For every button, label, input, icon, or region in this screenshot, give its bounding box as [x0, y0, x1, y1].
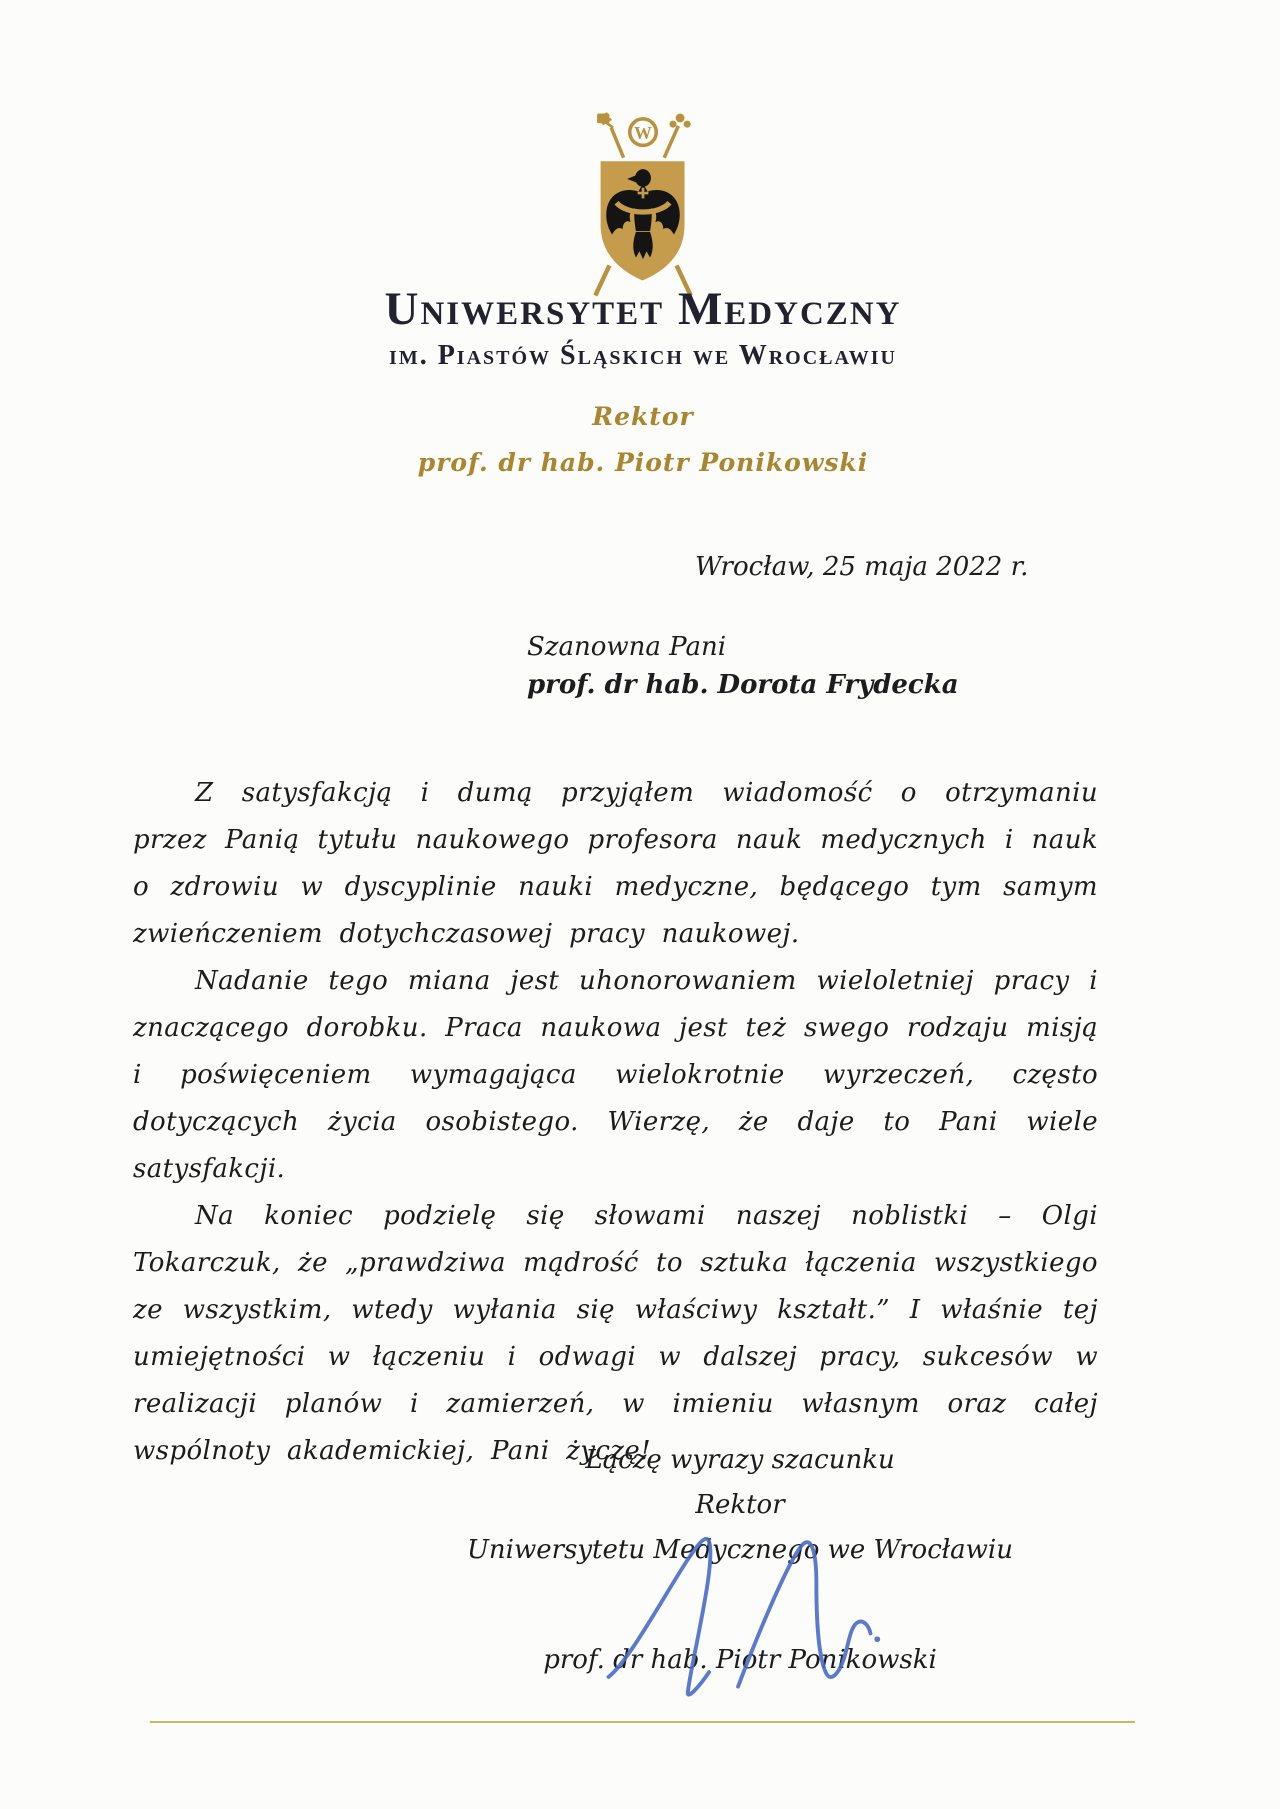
recipient-salutation: Szanowna Pani — [527, 632, 727, 662]
crest-monogram: W — [634, 123, 652, 144]
valediction: Łączę wyrazy szacunku — [585, 1445, 895, 1475]
letter-body — [133, 770, 1098, 1475]
signer-name: prof. dr hab. Piotr Ponikowski — [543, 1645, 937, 1675]
body-paragraph-2: Nadanie tego miana jest uhonorowaniem wieloletniej pracy i znaczącego dorobku. Praca naukowa jest też swego rodzaju misją i poświęceniem wymagająca wielokrotnie wyrzeczeń, często dotyczących życia osobistego. Wierzę, że daje to Pani wiele satysfakcji. — [133, 966, 1098, 1184]
handwritten-signature — [595, 1528, 885, 1706]
university-subtitle: im. Piastów Śląskich we Wrocławiu — [389, 340, 897, 371]
recipient-block — [527, 628, 959, 704]
university-name: Uniwersytet Medyczny — [384, 283, 902, 335]
body-paragraph-3: Na koniec podzielę się słowami naszej noblistki – Olgi Tokarczuk, że „prawdziwa mądrość to sztuka łączenia wszystkiego ze wszystkim, wtedy wyłania się właściwy kształt.” I właśnie tej umiejętności w łączeniu i odwagi w dalszej pracy, sukcesów w realizacji planów i zamierzeń, w imieniu własnym oraz całej wspólnoty akademickiej, Pani życzę! — [133, 1201, 1098, 1466]
office-title: Rektor — [592, 402, 694, 431]
footer-rule — [150, 1721, 1135, 1723]
signer-organization: Uniwersytetu Medycznego we Wrocławiu — [466, 1535, 1013, 1565]
recipient-name: prof. dr hab. Dorota Frydecka — [527, 670, 959, 700]
office-holder-name: prof. dr hab. Piotr Ponikowski — [417, 448, 869, 477]
signer-title: Rektor — [695, 1490, 785, 1520]
body-paragraph-1: Z satysfakcją i dumą przyjąłem wiadomość o otrzymaniu przez Panią tytułu naukowego profesora nauk medycznych i nauk o zdrowiu w dyscyplinie nauki medyczne, będącego tym samym zwieńczeniem dotychczasowej pracy naukowej. — [133, 778, 1098, 949]
dateline: Wrocław, 25 maja 2022 r. — [695, 552, 1029, 582]
